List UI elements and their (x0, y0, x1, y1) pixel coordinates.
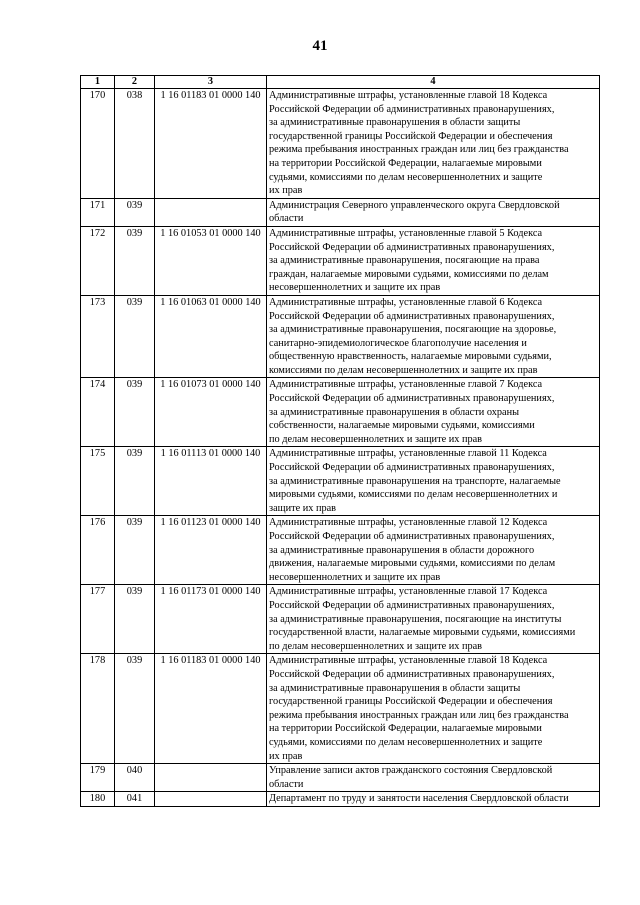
description-line: их прав (269, 750, 303, 762)
header-col-1: 1 (81, 76, 115, 89)
budget-code: 1 16 01063 01 0000 140 (155, 295, 267, 378)
budget-code: 1 16 01123 01 0000 140 (155, 516, 267, 585)
description-line: Административные штрафы, установленные главой 12 Кодекса (269, 517, 548, 529)
description-line: режима пребывания иностранных граждан или лиц без гражданства (269, 144, 569, 156)
description (267, 516, 600, 585)
header-col-3: 3 (155, 76, 267, 89)
table-row (81, 516, 600, 585)
description-line: санитарно-эпидемиологическое благополучие населения и (269, 337, 527, 349)
budget-code (155, 198, 267, 226)
description-line: Административные штрафы, установленные главой 17 Кодекса (269, 586, 548, 598)
header-col-4: 4 (267, 76, 600, 89)
description (267, 378, 600, 447)
budget-code: 1 16 01073 01 0000 140 (155, 378, 267, 447)
chapter-code: 041 (115, 792, 155, 807)
table-row (81, 447, 600, 516)
description-line: комиссиями по делам несовершеннолетних и защите их прав (269, 364, 538, 376)
chapter-code: 039 (115, 654, 155, 764)
table-row (81, 585, 600, 654)
description (267, 585, 600, 654)
description (267, 295, 600, 378)
description-line: судьями, комиссиями по делам несовершеннолетних и защите (269, 171, 543, 183)
description-line: Российской Федерации об административных правонарушениях, (269, 668, 555, 680)
description (267, 764, 600, 792)
description-line: Российской Федерации об административных правонарушениях, (269, 393, 555, 405)
description-line: защите их прав (269, 502, 337, 514)
description-line: Департамент по труду и занятости населения Свердловской области (269, 793, 569, 805)
description (267, 198, 600, 226)
budget-codes-table (80, 75, 600, 807)
chapter-code: 039 (115, 516, 155, 585)
description (267, 447, 600, 516)
table-row (81, 792, 600, 807)
description-line: Административные штрафы, установленные главой 18 Кодекса (269, 90, 548, 101)
description-line: по делам несовершеннолетних и защите их прав (269, 433, 483, 445)
description-line: Российской Федерации об административных правонарушениях, (269, 103, 555, 115)
description (267, 89, 600, 199)
header-col-2: 2 (115, 76, 155, 89)
description-line: Российской Федерации об административных правонарушениях, (269, 310, 555, 322)
table-row (81, 89, 600, 199)
table-row (81, 654, 600, 764)
row-number: 173 (81, 295, 115, 378)
description-line: Административные штрафы, установленные главой 6 Кодекса (269, 296, 543, 308)
description-line: за административные правонарушения в области защиты (269, 117, 521, 129)
table-row (81, 226, 600, 295)
description-line: судьями, комиссиями по делам несовершеннолетних и защите (269, 736, 543, 748)
description-line: области (269, 778, 304, 790)
row-number: 174 (81, 378, 115, 447)
table-row (81, 295, 600, 378)
description (267, 792, 600, 807)
chapter-code: 038 (115, 89, 155, 199)
row-number: 180 (81, 792, 115, 807)
description-line: на территории Российской Федерации, налагаемые мировыми (269, 723, 542, 735)
description-line: несовершеннолетних и защите их прав (269, 571, 441, 583)
chapter-code: 039 (115, 447, 155, 516)
description-line: по делам несовершеннолетних и защите их прав (269, 640, 483, 652)
description-line: за административные правонарушения, посягающие на институты (269, 613, 562, 625)
description-line: области (269, 213, 304, 225)
row-number: 179 (81, 764, 115, 792)
description-line: Административные штрафы, установленные главой 18 Кодекса (269, 655, 548, 667)
description-line: Российской Федерации об административных правонарушениях, (269, 462, 555, 474)
description-line: собственности, налагаемые мировыми судьями, комиссиями (269, 420, 535, 432)
description-line: Управление записи актов гражданского состояния Свердловской (269, 765, 553, 777)
description-line: Российской Федерации об административных правонарушениях, (269, 531, 555, 542)
chapter-code: 039 (115, 585, 155, 654)
budget-code (155, 764, 267, 792)
row-number: 175 (81, 447, 115, 516)
description-line: граждан, налагаемые мировыми судьями, комиссиями по делам (269, 268, 549, 280)
description-line: Российской Федерации об административных правонарушениях, (269, 599, 555, 611)
table-row (81, 198, 600, 226)
description-line: за административные правонарушения в области защиты (269, 682, 521, 694)
description (267, 226, 600, 295)
description-line: мировыми судьями, комиссиями по делам несовершеннолетних и (269, 489, 558, 501)
description-line: государственной границы Российской Федерации и обеспечения (269, 130, 553, 142)
row-number: 170 (81, 89, 115, 199)
description-line: общественную нравственность, налагаемые мировыми судьями, (269, 351, 552, 363)
table-body (81, 89, 600, 807)
budget-code: 1 16 01183 01 0000 140 (155, 89, 267, 199)
description-line: Административные штрафы, установленные главой 5 Кодекса (269, 227, 543, 239)
chapter-code: 039 (115, 226, 155, 295)
description-line: Российской Федерации об административных правонарушениях, (269, 241, 555, 253)
description-line: государственной границы Российской Федерации и обеспечения (269, 696, 553, 708)
row-number: 178 (81, 654, 115, 764)
description-line: движения, налагаемые мировыми судьями, комиссиями по делам (269, 558, 556, 570)
budget-code (155, 792, 267, 807)
chapter-code: 039 (115, 198, 155, 226)
description-line: режима пребывания иностранных граждан или лиц без гражданства (269, 709, 569, 721)
table-row (81, 764, 600, 792)
table-row (81, 378, 600, 447)
budget-code: 1 16 01183 01 0000 140 (155, 654, 267, 764)
description-line: за административные правонарушения на транспорте, налагаемые (269, 475, 561, 487)
chapter-code: 039 (115, 295, 155, 378)
chapter-code: 040 (115, 764, 155, 792)
description-line: их прав (269, 185, 303, 197)
description-line: Администрация Северного управленческого округа Свердловской (269, 199, 560, 211)
row-number: 176 (81, 516, 115, 585)
description-line: государственной власти, налагаемые мировыми судьями, комиссиями (269, 627, 576, 639)
description (267, 654, 600, 764)
description-line: за административные правонарушения, посягающие на здоровье, (269, 324, 557, 336)
description-line: Административные штрафы, установленные главой 11 Кодекса (269, 448, 547, 460)
row-number: 172 (81, 226, 115, 295)
description-line: Административные штрафы, установленные главой 7 Кодекса (269, 379, 543, 391)
chapter-code: 039 (115, 378, 155, 447)
row-number: 171 (81, 198, 115, 226)
description-line: за административные правонарушения в области дорожного (269, 544, 535, 556)
budget-code: 1 16 01173 01 0000 140 (155, 585, 267, 654)
budget-code: 1 16 01113 01 0000 140 (155, 447, 267, 516)
description-line: несовершеннолетних и защите их прав (269, 282, 441, 294)
table-header-row (81, 76, 600, 89)
row-number: 177 (81, 585, 115, 654)
budget-code: 1 16 01053 01 0000 140 (155, 226, 267, 295)
page-number: 41 (312, 38, 328, 54)
description-line: на территории Российской Федерации, налагаемые мировыми (269, 157, 542, 169)
description-line: за административные правонарушения в области охраны (269, 406, 520, 418)
description-line: за административные правонарушения, посягающие на права (269, 255, 540, 267)
